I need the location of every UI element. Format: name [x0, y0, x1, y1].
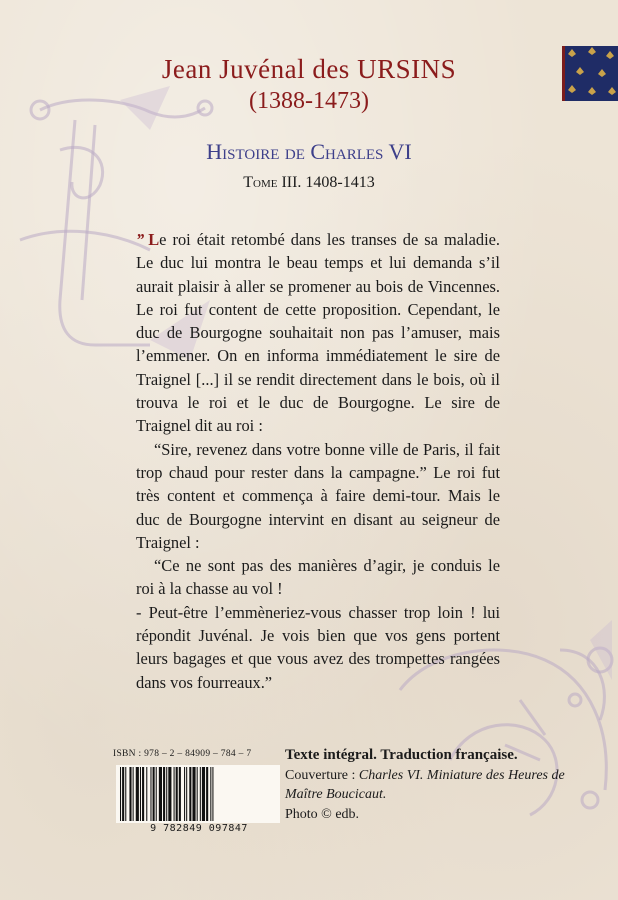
excerpt-dropcap: L: [148, 230, 160, 249]
barcode-bar: [120, 767, 121, 821]
barcode-bar: [186, 767, 187, 821]
excerpt-paragraph-1: [136, 228, 500, 438]
excerpt-paragraph-1-text: e roi était retombé dans les transes de sa maladie. Le duc lui montra le beau temps et lui demanda s’il aurait plaisir à aller se promener au bois de Vincennes. Le roi fut content de cette proposition. Cependant, le duc de Bourgogne souhaitait non pas l’amuser, mais l’emmener. On en informa immédiatement le sire de Traignel [...] il se rendit directement dans le bois, où il trouva le roi et le duc de Bourgogne. Le sire de Traignel dit au roi :: [136, 230, 500, 436]
barcode-bar: [136, 767, 139, 821]
barcode-bar: [176, 767, 178, 821]
barcode-bar: [163, 767, 165, 821]
barcode-bar: [197, 767, 198, 821]
barcode-bar: [189, 767, 191, 821]
barcode-bar: [212, 767, 213, 821]
isbn-barcode: [116, 765, 280, 823]
barcode-bar: [122, 767, 124, 821]
credits-cover-caption: Charles VI. Miniature des Heures de Maître Boucicaut.: [285, 767, 565, 802]
barcode-bar: [179, 767, 181, 821]
barcode-bar: [200, 767, 201, 821]
author-dates: (1388-1473): [249, 88, 369, 114]
barcode-bar: [174, 767, 175, 821]
barcode-bar: [150, 767, 151, 821]
quote-mark-icon: ”: [136, 230, 145, 249]
volume-subtitle: Tome III. 1408-1413: [243, 174, 375, 191]
barcode-bar: [168, 767, 171, 821]
barcode-bar: [166, 767, 167, 821]
barcode-digits: 9 782849 097847: [150, 823, 248, 834]
barcode-bar: [192, 767, 195, 821]
publication-credits: [285, 746, 585, 824]
barcode-bar: [153, 767, 155, 821]
barcode-bar: [129, 767, 131, 821]
excerpt-paragraph-2: “Sire, revenez dans votre bonne ville de Paris, il fait trop chaud pour rester dans la campagne.” Le roi fut très content et commença à faire demi-tour. Mais le duc de Bourgogne intervint en disant au seigneur de Traignel :: [136, 439, 500, 552]
credits-edition-note: Texte intégral. Traduction française.: [285, 747, 518, 763]
credits-photo: Photo © edb.: [285, 806, 360, 822]
barcode-bar: [184, 767, 185, 821]
credits-cover-label: Couverture :: [285, 767, 359, 783]
book-title: Histoire de Charles VI: [206, 139, 412, 164]
back-cover-excerpt: [136, 228, 500, 694]
barcode-bar: [133, 767, 134, 821]
author-name: Jean Juvénal des URSINS: [161, 54, 457, 84]
barcode-bar: [202, 767, 205, 821]
barcode-bar: [146, 767, 147, 821]
barcode-bar: [159, 767, 162, 821]
barcode-bar: [210, 767, 211, 821]
barcode-bar: [140, 767, 141, 821]
barcode-bar: [125, 767, 126, 821]
isbn-label: ISBN : 978 – 2 – 84909 – 784 – 7: [113, 749, 252, 759]
barcode-bar: [142, 767, 144, 821]
credits-cover-line: [285, 766, 585, 805]
excerpt-paragraph-3: “Ce ne sont pas des manières d’agir, je conduis le roi à la chasse au vol !: [136, 556, 500, 599]
barcode-bar: [206, 767, 208, 821]
barcode-bar: [156, 767, 157, 821]
excerpt-paragraph-4: - Peut-être l’emmèneriez-vous chasser trop loin ! lui répondit Juvénal. Je vois bien que vos gens portent leurs bagages et que vous avez des trompettes rangées dans vos fourreaux.”: [136, 602, 500, 692]
